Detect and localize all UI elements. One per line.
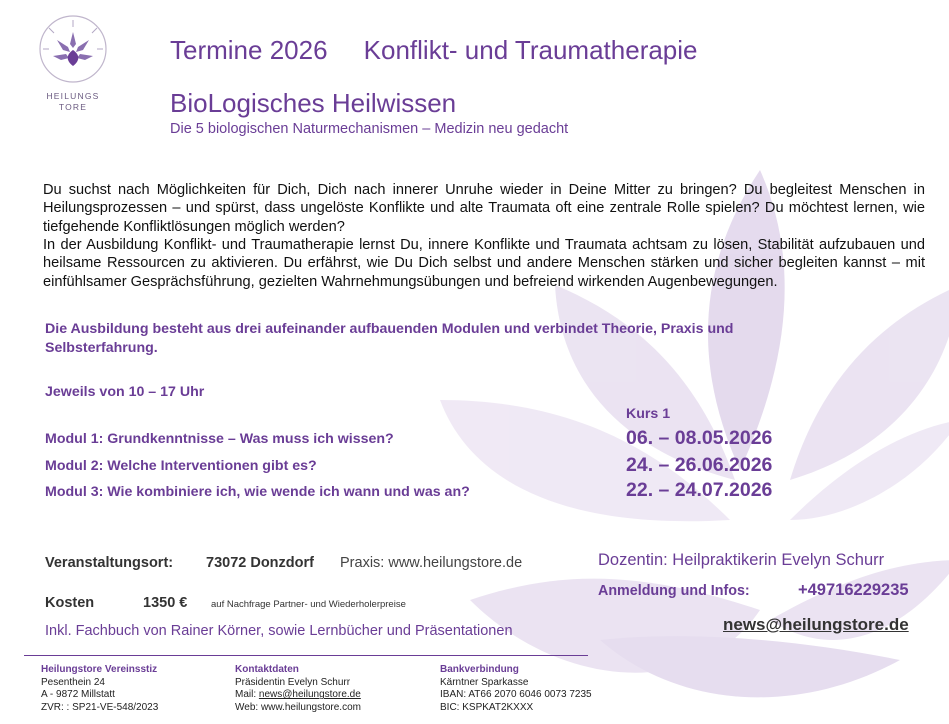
footer-contact-heading: Kontaktdaten — [235, 664, 299, 675]
phone-number[interactable]: +49716229235 — [798, 581, 909, 599]
course-label: Kurs 1 — [626, 406, 671, 422]
footer-association-heading: Heilungstore Vereinsstiz — [41, 664, 158, 675]
footer-mail-row — [235, 689, 361, 702]
footer-contact — [235, 664, 361, 714]
lecturer: Dozentin: Heilpraktikerin Evelyn Schurr — [598, 551, 885, 569]
footer-association — [41, 664, 158, 714]
footer-bank-line: BIC: KSPKAT2KXXX — [440, 701, 534, 713]
course-hours: Jeweils von 10 – 17 Uhr — [45, 384, 205, 400]
cost-note: auf Nachfrage Partner- und Wiederholerpreise — [211, 599, 406, 610]
logo — [33, 14, 113, 113]
module-3-title: Modul 3: Wie kombiniere ich, wie wende ich wann und was an? — [45, 484, 470, 500]
footer-mail-link[interactable]: news@heilungstore.de — [258, 689, 361, 701]
footer-bank — [440, 664, 592, 714]
page-title: Termine 2026 Konflikt- und Traumatherapie — [170, 35, 698, 65]
venue-place: 73072 Donzdorf — [206, 555, 314, 571]
modules-intro: Die Ausbildung besteht aus drei aufeinander aufbauenden Modulen und verbindet Theorie, Praxis und Selbsterfahrung. — [45, 321, 734, 356]
program-title: BioLogisches Heilwissen — [170, 88, 457, 118]
included-materials: Inkl. Fachbuch von Rainer Körner, sowie Lernbücher und Präsentationen — [45, 623, 513, 639]
email-link[interactable]: news@heilungstore.de — [723, 615, 909, 634]
footer-bank-heading: Bankverbindung — [440, 664, 519, 675]
footer-association-line: Pesenthein 24 — [41, 676, 105, 688]
logo-label-line1: HEILUNGS — [46, 91, 100, 101]
footer-association-line: ZVR: : SP21-VE-548/2023 — [41, 701, 159, 713]
footer-divider — [24, 655, 588, 656]
venue-website: Praxis: www.heilungstore.de — [340, 555, 523, 571]
footer-bank-line: IBAN: AT66 2070 6046 0073 7235 — [440, 689, 592, 701]
footer-president: Präsidentin Evelyn Schurr — [235, 676, 351, 688]
cost-label: Kosten — [45, 595, 95, 611]
module-2-title: Modul 2: Welche Interventionen gibt es? — [45, 458, 317, 474]
intro-paragraph-1: Du suchst nach Möglichkeiten für Dich, Dich nach innerer Unruhe wieder in Deine Mitter zu bringen? Du begleitest Menschen in Heilungsprozessen – und spürst, dass ungelöste Konflikte und alte Traumata oft eine zentrale Rolle spielen? Du möchtest lernen, wie tiefgehende Konfliktlösungen möglich werden? — [43, 182, 925, 235]
intro-paragraph-2: In der Ausbildung Konflikt- und Traumatherapie lernst Du, innere Konflikte und Traumata achtsam zu lösen, Stabilität aufzubauen und heilsame Ressourcen zu aktivieren. Du erfährst, wie Du Dich selbst und andere Menschen stärken und sicher begleiten kannst – mit einfühlsamer Gesprächsführung, gezielten Wahrnehmungsübungen und befreiend wirkenden Augenbewegungen. — [43, 237, 925, 290]
module-2-date: 24. – 26.06.2026 — [626, 454, 773, 476]
registration-label: Anmeldung und Infos: — [598, 583, 750, 599]
module-1-date: 06. – 08.05.2026 — [626, 427, 773, 449]
footer-association-line: A - 9872 Millstatt — [41, 689, 115, 701]
footer-web[interactable]: Web: www.heilungstore.com — [235, 701, 361, 713]
footer-mail-label: Mail: — [235, 689, 259, 701]
program-subtitle: Die 5 biologischen Naturmechanismen – Medizin neu gedacht — [170, 121, 569, 137]
lotus-logo-icon — [33, 14, 113, 86]
cost-value: 1350 € — [143, 595, 188, 611]
venue-label: Veranstaltungsort: — [45, 555, 174, 571]
module-3-date: 22. – 24.07.2026 — [626, 479, 773, 501]
footer-bank-line: Kärntner Sparkasse — [440, 676, 529, 688]
logo-label-line2: TORE — [58, 102, 88, 112]
module-1-title: Modul 1: Grundkenntnisse – Was muss ich wissen? — [45, 431, 394, 447]
